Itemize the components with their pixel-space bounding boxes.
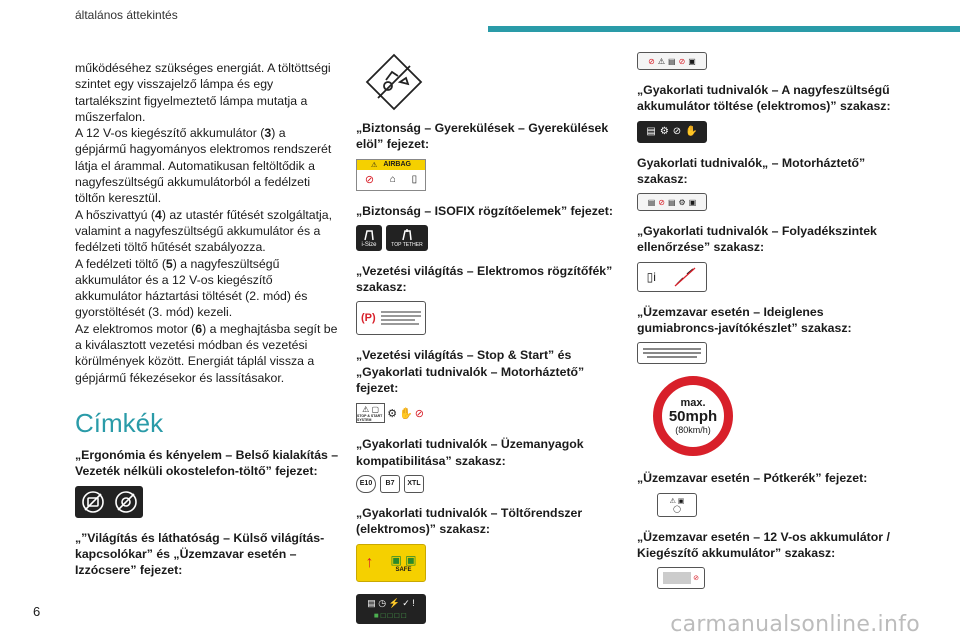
label-bonnet xyxy=(637,193,907,211)
text-fragment: ) a gépjármű hagyományos elektromos rendszerét látja el árammal. Automatikusan feltöltődik a nagyfeszültségű akkumulátorból a fedélzeti töltőn keresztül. xyxy=(75,126,332,206)
text-fragment: ) a meghajtásba segít be a kiválasztott vezetési módban és vezetési körülmények között. Energiát táplál vissza a gépjármű fékezésekor és lassításakor. xyxy=(75,321,338,385)
charging-safe-label xyxy=(356,544,426,582)
child-seat-warning-icon xyxy=(364,52,424,112)
wireless-charger-icon xyxy=(75,486,143,518)
callout-number: 5 xyxy=(165,256,173,271)
parking-brake-icon: (P) xyxy=(361,312,376,325)
text-fragment: Az elektromos motor ( xyxy=(75,321,196,336)
paragraph-heat-pump xyxy=(75,207,340,256)
label-charging-system xyxy=(356,544,618,582)
label-text-lines xyxy=(381,311,421,325)
speed-limit-sign xyxy=(653,376,733,456)
no-tool-icon xyxy=(673,266,697,288)
label-caption-charging-system: „Gyakorlati tudnivalók – Töltőrendszer (elektromos)” szakasz: xyxy=(356,505,583,537)
label-caption-fluid-levels: „Gyakorlati tudnivalók – Folyadékszintek ellenőrzése” szakasz: xyxy=(637,224,877,255)
paragraph-onboard-charger xyxy=(75,256,340,321)
charging-status-icons: ▤ ◷ ⚡ ✓ ! xyxy=(367,597,415,608)
label-airbag xyxy=(356,159,618,191)
no-tool-icon: ⊘ xyxy=(414,407,424,420)
label-caption-tyre-repair: „Üzemzavar esetén – Ideiglenes gumiabroncs-javítókészlet” szakasz: xyxy=(637,304,852,336)
warning-triangle-icon: ⚠ xyxy=(371,161,378,169)
top-tether-text: TOP TETHER xyxy=(391,241,423,248)
charger-plug-icon: ▣ ▣ xyxy=(390,552,417,567)
label-isofix xyxy=(356,225,618,251)
label-wireless-charger xyxy=(75,486,340,518)
label-parking-brake xyxy=(356,301,618,335)
airbag-text: AIRBAG xyxy=(383,161,411,169)
battery-label-icon: ⊘ xyxy=(657,567,705,589)
header-accent-bar xyxy=(488,26,960,32)
charging-indicator-label xyxy=(356,594,426,624)
label-caption-wireless-charger: „Ergonómia és kényelem – Belső kialakítás – Vezeték nélküli okostelefon-töltő” fejezet: xyxy=(75,447,339,479)
speed-sign-kmh: (80km/h) xyxy=(675,424,711,435)
column-left xyxy=(75,60,340,584)
hand-icon: ✋ xyxy=(399,407,413,420)
label-caption-spare-wheel: „Üzemzavar esetén – Pótkerék” fejezet: xyxy=(637,471,868,486)
label-tyre-repair xyxy=(637,342,907,364)
label-caption-lighting: „”Világítás és láthatóság – Külső világítás-kapcsolókar” és „Üzemzavar esetén – Izzócsere” fejezet: xyxy=(75,530,325,578)
fuel-e10-badge: E10 xyxy=(356,475,376,493)
airbag-warning-label xyxy=(356,159,426,191)
label-fuel-compatibility xyxy=(356,475,618,493)
label-12v-battery xyxy=(657,567,907,589)
label-caption-child-seats: „Biztonság – Gyerekülések – Gyerekülések elöl” fejezet: xyxy=(356,121,609,152)
page-number: 6 xyxy=(33,604,41,619)
safe-charging-icons xyxy=(390,553,416,573)
text-fragment: A hőszivattyú ( xyxy=(75,207,155,222)
fluid-levels-icon xyxy=(637,262,707,292)
tyre-repair-label xyxy=(637,342,707,364)
speed-sign-mph: 50mph xyxy=(668,407,718,425)
section-title: általános áttekintés xyxy=(75,8,178,22)
label-hv-charging xyxy=(637,121,907,143)
charging-led-icons: ■□□□□ xyxy=(373,610,409,620)
paragraph-12v-battery xyxy=(75,125,340,206)
spare-wheel-icon: ⚠ ▣ ◯ xyxy=(657,493,697,517)
label-hv-top xyxy=(637,52,907,70)
isize-icon xyxy=(356,225,382,251)
label-caption-parking-brake: „Vezetési világítás – Elektromos rögzítőfék” szakasz: xyxy=(356,263,613,295)
label-caption-isofix: „Biztonság – ISOFIX rögzítőelemek” fejezet: xyxy=(356,203,613,218)
text-fragment: A 12 V-os kiegészítő akkumulátor ( xyxy=(75,126,265,141)
isize-text: i-Size xyxy=(361,241,377,248)
paragraph-energy: működéséhez szükséges energiát. A töltöttségi szintet egy visszajelző lámpa és egy tartalékszint figyelmeztető lámpa mutatja a műszerfalon. xyxy=(75,61,331,124)
text-fragment: A fedélzeti töltő ( xyxy=(75,256,166,271)
top-tether-icon xyxy=(386,225,428,251)
up-arrow-icon: ↑ xyxy=(365,553,374,571)
safe-text: SAFE xyxy=(395,566,412,573)
label-caption-12v-battery: „Üzemzavar esetén – 12 V-os akkumulátor / Kiegészítő akkumulátor” szakasz: xyxy=(637,529,890,560)
stop-start-label xyxy=(356,402,424,424)
label-caption-fuel-compatibility: „Gyakorlati tudnivalók – Üzemanyagok kompatibilitása” szakasz: xyxy=(356,437,584,468)
callout-number: 4 xyxy=(154,207,162,222)
label-caption-hv-charging: „Gyakorlati tudnivalók – A nagyfeszültségű akkumulátor töltése (elektromos)” szakasz: xyxy=(637,83,891,114)
book-info-icon: ▯i xyxy=(646,269,656,284)
text-fragment: ) az utastér fűtését szolgáltatja, valamint a nagyfeszültségű akkumulátor és a fedélzeti töltő hűtését szabályozza. xyxy=(75,207,333,255)
callout-number: 3 xyxy=(264,126,272,141)
parking-brake-label xyxy=(356,301,426,335)
book-icon: ▯ xyxy=(411,174,418,186)
label-spare-wheel xyxy=(657,493,907,517)
watermark: carmanualsonline.info xyxy=(670,612,920,637)
label-stop-start xyxy=(356,402,618,424)
engine-icon: ⚙ xyxy=(387,407,398,420)
fuel-xtl-badge: XTL xyxy=(404,475,424,493)
hv-charging-icon: ▤ ⚙ ⊘ ✋ xyxy=(637,121,707,143)
speed-sign-max: max. xyxy=(680,396,706,409)
section-heading-labels: Címkék xyxy=(75,407,164,438)
seat-icon: ⌂ xyxy=(389,174,396,186)
hv-warning-strip-icon: ⊘ ⚠ ▤ ⊘ ▣ xyxy=(637,52,707,70)
stop-start-text: STOP & START SYSTEM xyxy=(357,413,383,422)
bonnet-icon: ▤ ⊘ ▤ ⚙ ▣ xyxy=(637,193,707,211)
fuel-b7-badge: B7 xyxy=(380,475,400,493)
label-fluid-levels xyxy=(637,262,907,292)
column-right xyxy=(637,56,907,601)
paragraph-electric-motor xyxy=(75,321,340,386)
text-fragment: ) a nagyfeszültségű akkumulátor és a 12 V-os kiegészítő akkumulátor háztartási töltését (2. mód) és gyorstöltését (3. mód) kezeli. xyxy=(75,256,308,320)
warning-triangle-icon: ⚠ ▢ xyxy=(362,404,380,414)
label-caption-bonnet: Gyakorlati tudnivalók„ – Motorháztető” szakasz: xyxy=(637,155,866,186)
no-child-seat-icon: ⊘ xyxy=(364,174,375,187)
callout-number: 6 xyxy=(195,321,203,336)
label-charging-indicators xyxy=(356,594,618,624)
column-middle xyxy=(356,60,618,636)
label-caption-stop-start: „Vezetési világítás – Stop & Start” és „Gyakorlati tudnivalók – Motorháztető” fejezet: xyxy=(356,348,585,396)
